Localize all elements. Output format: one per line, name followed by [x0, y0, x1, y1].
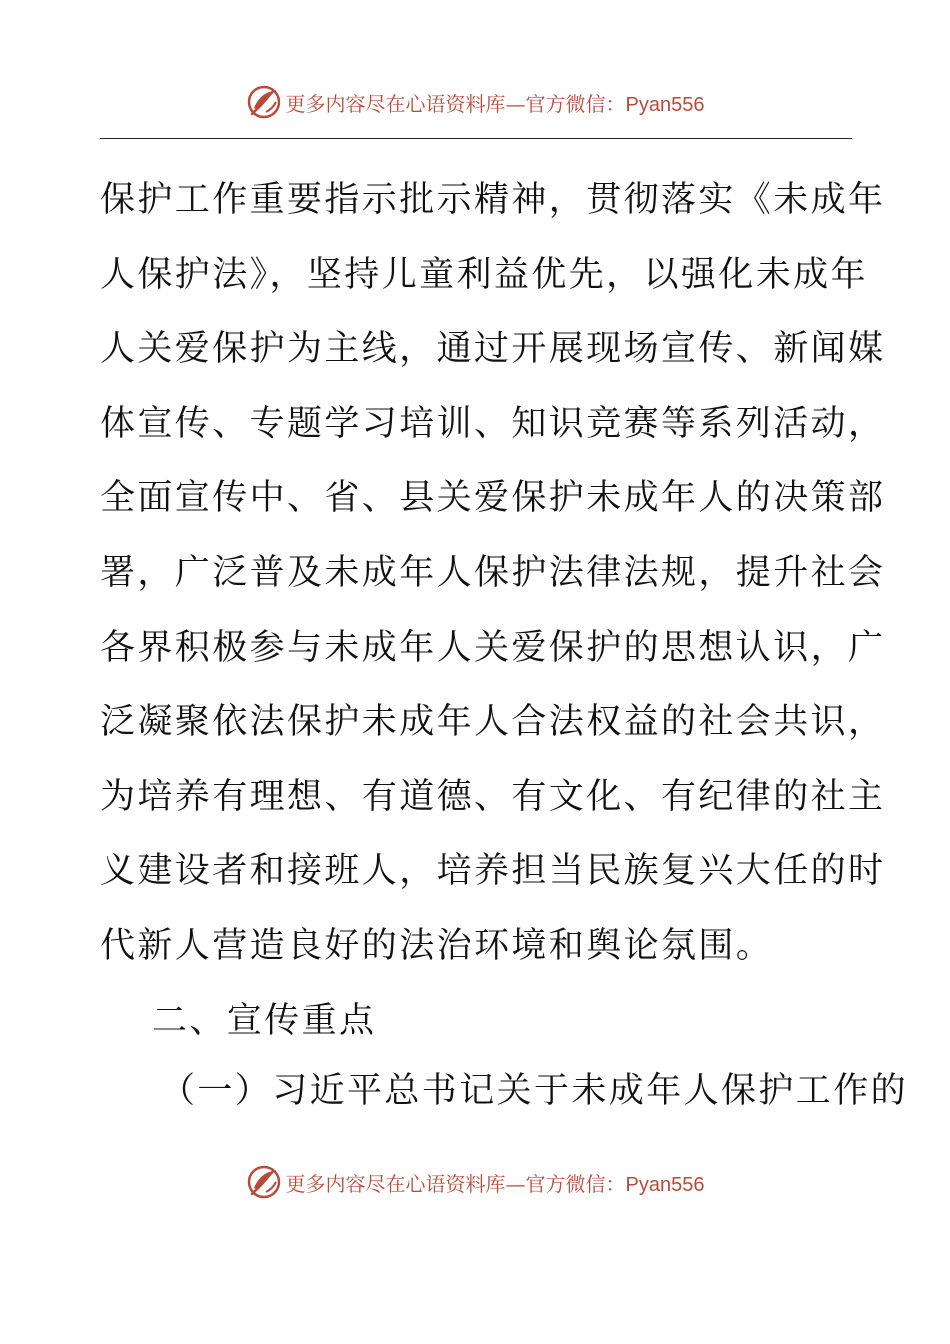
body-line: 保护工作重要指示批示精神，贯彻落实《未成年 — [100, 180, 886, 220]
header-wechat-handle: Pyan556 — [625, 93, 705, 116]
header-watermark-text: 更多内容尽在心语资料库—官方微信： — [285, 91, 626, 116]
body-line: 全面宣传中、省、县关爱保护未成年人的决策部 — [100, 478, 886, 519]
body-line: 体宣传、专题学习培训、知识竞赛等系列活动， — [100, 403, 886, 444]
pen-logo-icon — [246, 1164, 282, 1200]
header-divider — [100, 138, 852, 139]
body-line: 署，广泛普及未成年人保护法律法规，提升社会 — [100, 552, 886, 593]
body-line: 人保护法》，坚持儿童利益优先，以强化未成年 — [100, 254, 868, 295]
document-body — [100, 170, 909, 1135]
pen-logo-icon — [246, 84, 282, 120]
footer-wechat-handle: Pyan556 — [625, 1173, 705, 1196]
body-line: 义建设者和接班人，培养担当民族复兴大任的时 — [100, 851, 886, 892]
header-watermark — [0, 82, 950, 122]
section-heading: 二、宣传重点 — [152, 1000, 377, 1041]
body-line: 人关爱保护为主线，通过开展现场宣传、新闻媒 — [100, 329, 886, 370]
body-line: 泛凝聚依法保护未成年人合法权益的社会共识， — [100, 702, 886, 743]
footer-watermark-text: 更多内容尽在心语资料库—官方微信： — [285, 1171, 626, 1196]
body-line: 代新人营造良好的法治环境和舆论氛围。 — [100, 925, 774, 966]
footer-watermark — [0, 1162, 950, 1202]
body-line: 各界积极参与未成年人关爱保护的思想认识，广 — [100, 627, 886, 668]
subsection-heading: （一）习近平总书记关于未成年人保护工作的 — [160, 1070, 909, 1111]
body-line: 为培养有理想、有道德、有文化、有纪律的社主 — [100, 776, 886, 817]
